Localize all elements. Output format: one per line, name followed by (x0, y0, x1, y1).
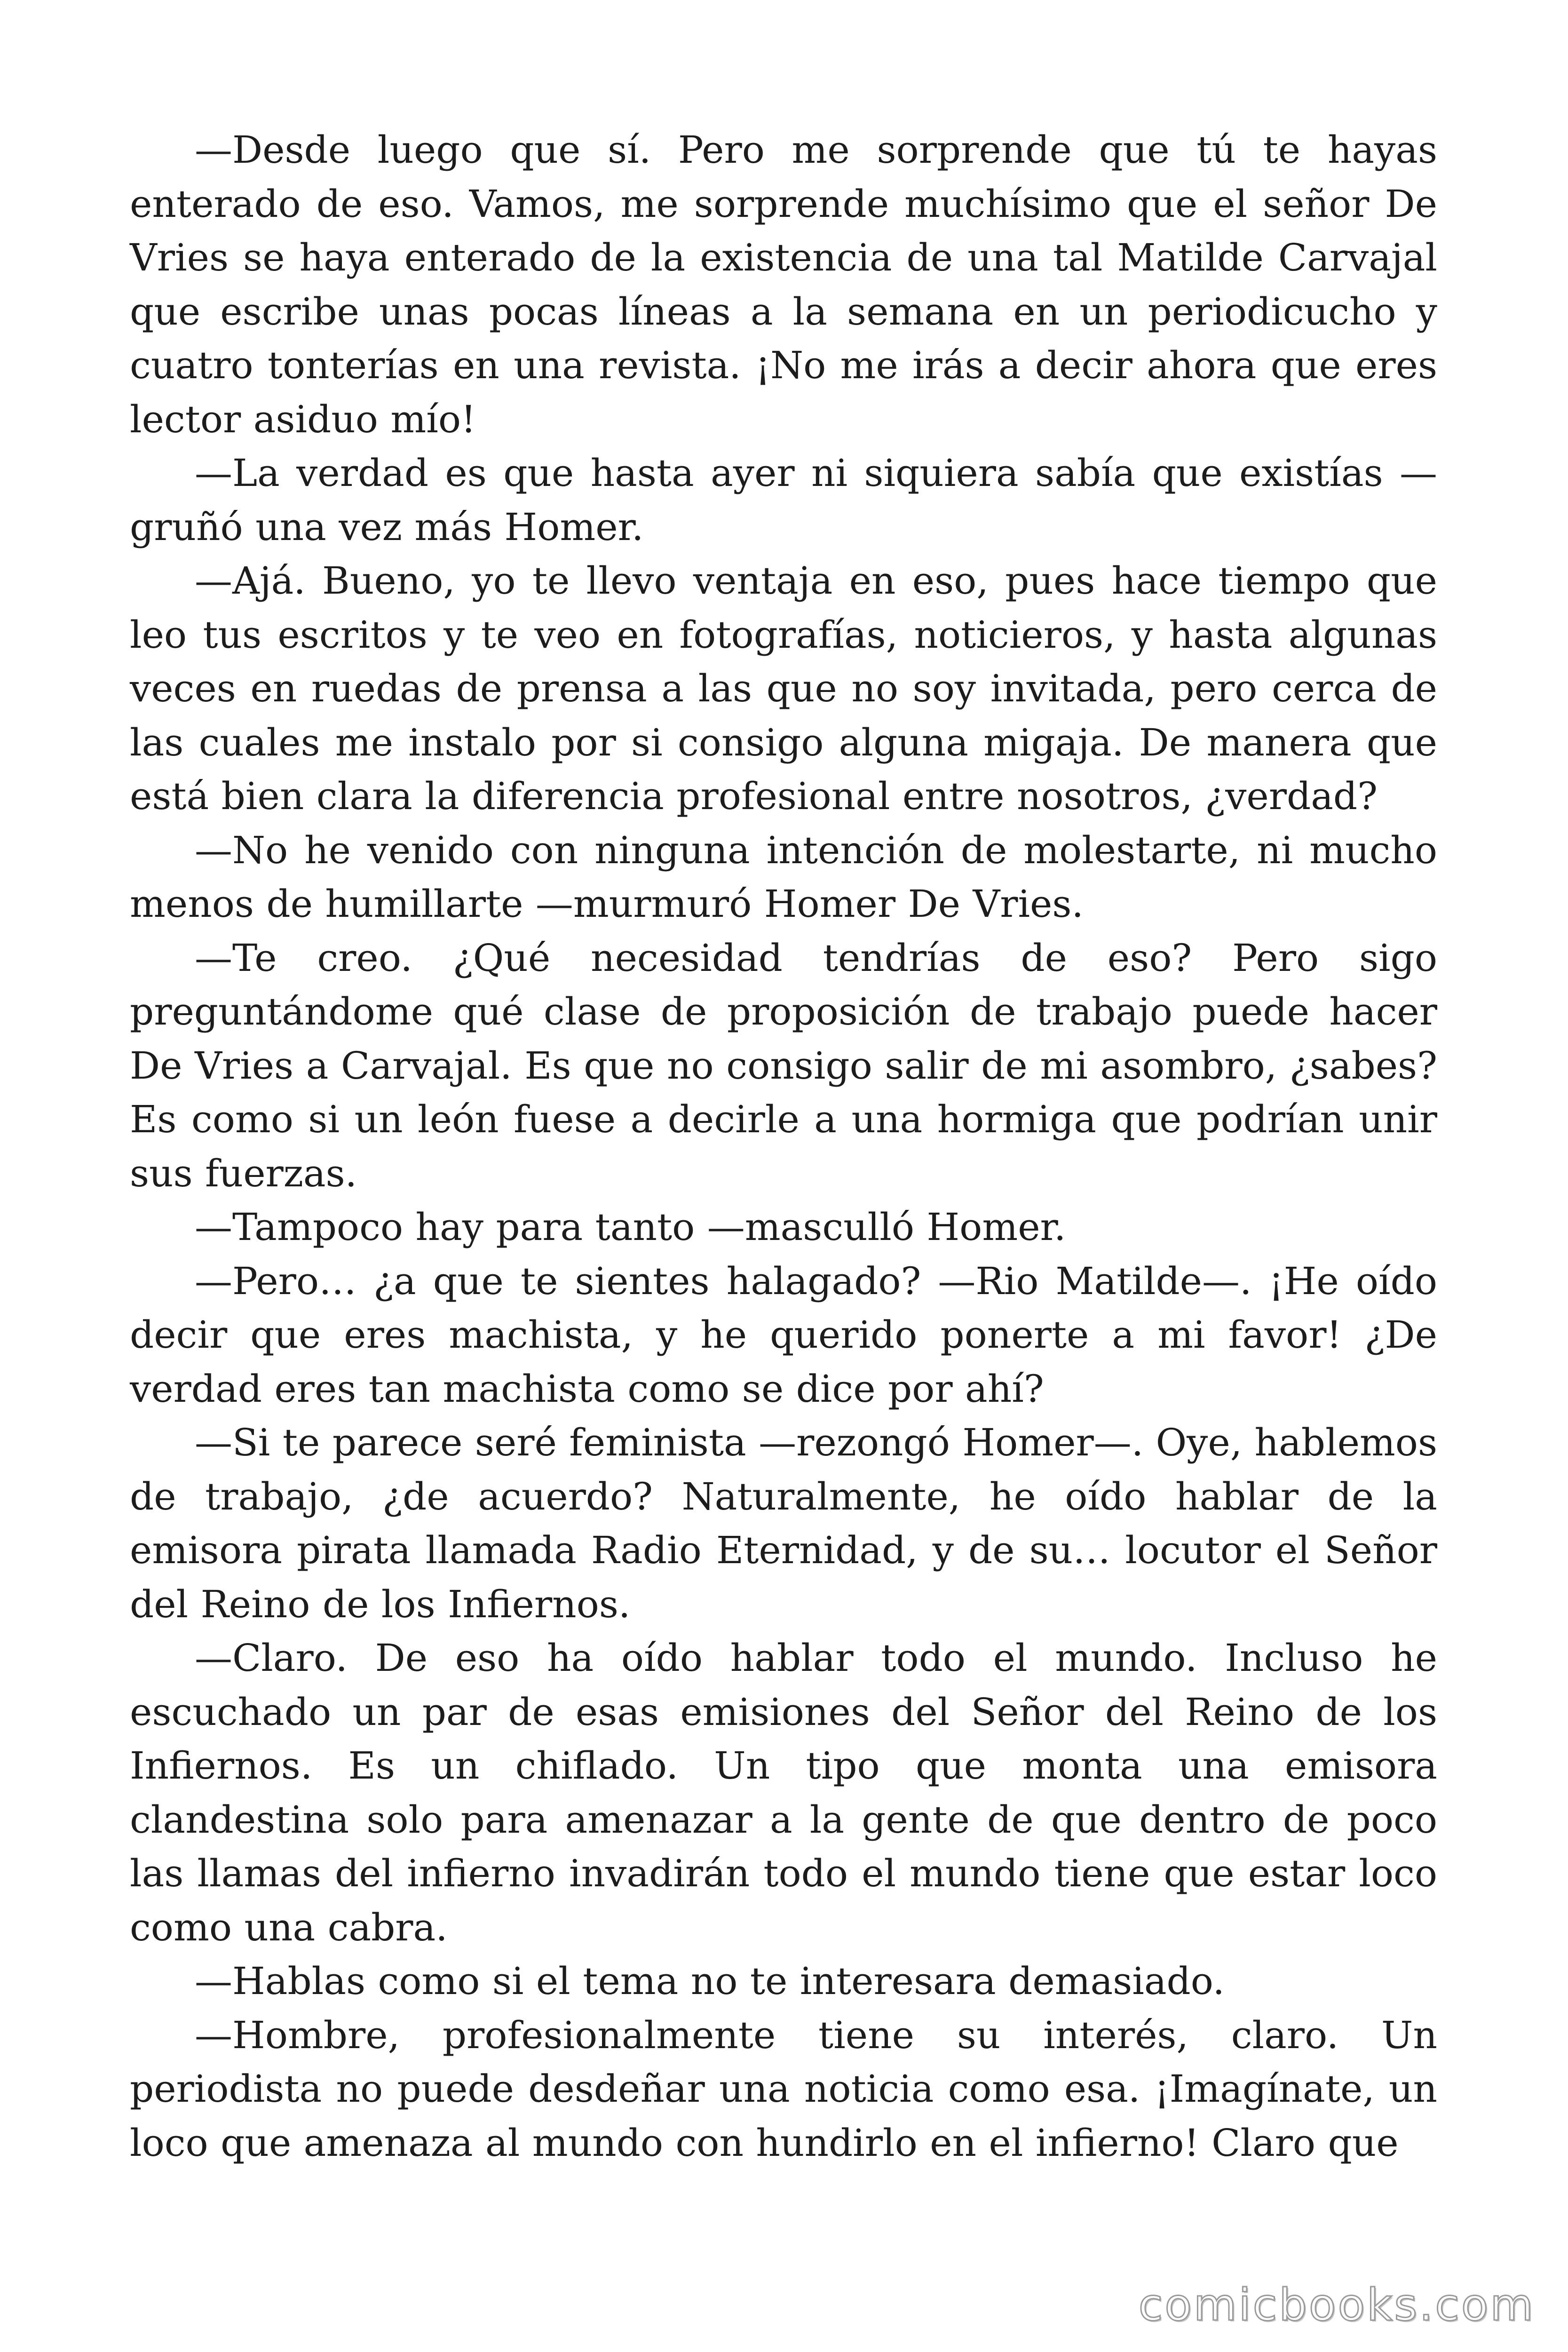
page-text (130, 123, 1437, 2170)
paragraph-1: —Desde luego que sí. Pero me sorprende que tú te hayas enterado de eso. Vamos, me sorprende muchísimo que el señor De Vries se haya enterado de la existencia de una tal Matilde Carvajal que escribe unas pocas líneas a la semana en un periodicucho y cuatro tonterías en una revista. ¡No me irás a decir ahora que eres lector asiduo mío! (130, 128, 1437, 441)
paragraph-6: —Tampoco hay para tanto —masculló Homer. (195, 1205, 1066, 1249)
paragraph-9: —Claro. De eso ha oído hablar todo el mundo. Incluso he escuchado un par de esas emisiones del Señor del Reino de los Infiernos. Es un chiflado. Un tipo que monta una emisora clandestina solo para amenazar a la gente de que dentro de poco las llamas del infierno invadirán todo el mundo tiene que estar loco como una cabra. (130, 1636, 1437, 1949)
watermark: comicbooks.com (1138, 2280, 1535, 2331)
paragraph-2: —La verdad es que hasta ayer ni siquiera sabía que existías —gruñó una vez más Homer. (130, 451, 1437, 549)
paragraph-8: —Si te parece seré feminista —rezongó Homer—. Oye, hablemos de trabajo, ¿de acuerdo? Naturalmente, he oído hablar de la emisora pirata llamada Radio Eternidad, y de su… locutor el Señor del Reino de los Infiernos. (130, 1421, 1437, 1626)
paragraph-7: —Pero… ¿a que te sientes halagado? —Rio Matilde—. ¡He oído decir que eres machista, y he querido ponerte a mi favor! ¿De verdad eres tan machista como se dice por ahí? (130, 1259, 1437, 1411)
paragraph-3: —Ajá. Bueno, yo te llevo ventaja en eso, pues hace tiempo que leo tus escritos y te veo en fotografías, noticieros, y hasta algunas veces en ruedas de prensa a las que no soy invitada, pero cerca de las cuales me instalo por si consigo alguna migaja. De manera que está bien clara la diferencia profesional entre nosotros, ¿verdad? (130, 559, 1437, 818)
paragraph-10: —Hablas como si el tema no te interesara demasiado. (195, 1959, 1225, 2003)
paragraph-4: —No he venido con ninguna intención de molestarte, ni mucho menos de humillarte —murmuró Homer De Vries. (130, 828, 1437, 926)
paragraph-11: —Hombre, profesionalmente tiene su interés, claro. Un periodista no puede desdeñar una noticia como esa. ¡Imagínate, un loco que amenaza al mundo con hundirlo en el infierno! Claro que (130, 2013, 1437, 2165)
paragraph-5: —Te creo. ¿Qué necesidad tendrías de eso? Pero sigo preguntándome qué clase de proposición de trabajo puede hacer De Vries a Carvajal. Es que no consigo salir de mi asombro, ¿sabes? Es como si un león fuese a decirle a una hormiga que podrían unir sus fuerzas. (130, 936, 1437, 1195)
